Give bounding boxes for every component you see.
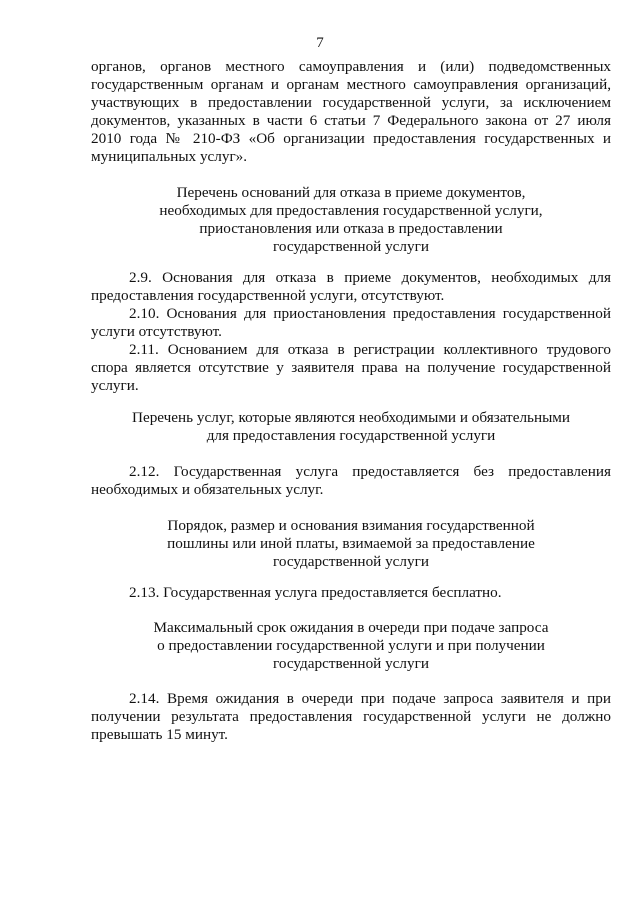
intro-paragraph [91,58,611,166]
heading-line: пошлины или иной платы, взимаемой за предоставление [167,535,535,552]
heading-line: необходимых для предоставления государственной услуги, [159,202,543,219]
heading-line: Порядок, размер и основания взимания государственной [167,517,535,534]
heading-line: государственной услуги [273,655,429,672]
heading-fee [91,517,611,571]
paragraph-2-10 [91,305,611,341]
paragraph-line: спора является отсутствие у заявителя права на получение государственной [91,359,611,376]
paragraph-2-14 [91,690,611,744]
heading-required-services [91,409,611,445]
paragraph-line: превышать 15 минут. [91,726,228,743]
heading-line: Максимальный срок ожидания в очереди при подаче запроса [153,619,549,636]
intro-line: 2010 года № 210-ФЗ «Об организации предоставления государственных и [91,130,611,147]
paragraph-line: предоставления государственной услуги, отсутствуют. [91,287,445,304]
paragraph-2-12 [91,463,611,499]
heading-waiting-time [91,619,611,673]
paragraph-line: 2.13. Государственная услуга предоставляется бесплатно. [129,584,502,601]
intro-line: участвующих в предоставлении государственной услуги, за исключением [91,94,611,111]
heading-line: для предоставления государственной услуги [206,427,496,444]
paragraph-line: 2.11. Основанием для отказа в регистрации коллективного трудового [129,341,611,358]
intro-line: органов, органов местного самоуправления и (или) подведомственных [91,58,611,75]
heading-line: Перечень оснований для отказа в приеме документов, [176,184,526,201]
paragraph-2-11 [91,341,611,395]
paragraph-line: необходимых и обязательных услуг. [91,481,324,498]
paragraph-line: 2.9. Основания для отказа в приеме документов, необходимых для [129,269,611,286]
heading-line: Перечень услуг, которые являются необходимыми и обязательными [131,409,571,426]
heading-line: о предоставлении государственной услуги и при получении [157,637,545,654]
paragraph-line: услуги. [91,377,139,394]
paragraph-2-13 [91,584,611,602]
heading-line: государственной услуги [273,553,429,570]
paragraph-2-9 [91,269,611,305]
paragraph-line: получении результата предоставления государственной услуги не должно [91,708,611,725]
paragraph-line: 2.14. Время ожидания в очереди при подаче запроса заявителя и при [129,690,611,707]
paragraph-line: 2.12. Государственная услуга предоставляется без предоставления [129,463,611,480]
intro-line: государственным органам и органам местного самоуправления организаций, [91,76,611,93]
intro-line: документов, указанных в части 6 статьи 7 Федерального закона от 27 июля [91,112,611,129]
paragraph-line: 2.10. Основания для приостановления предоставления государственной [129,305,611,322]
heading-line: приостановления или отказа в предоставлении [199,220,503,237]
paragraph-line: услуги отсутствуют. [91,323,222,340]
heading-refusal-grounds [91,184,611,256]
intro-line: муниципальных услуг». [91,148,248,165]
heading-line: государственной услуги [273,238,429,255]
page-number: 7 [316,35,324,51]
